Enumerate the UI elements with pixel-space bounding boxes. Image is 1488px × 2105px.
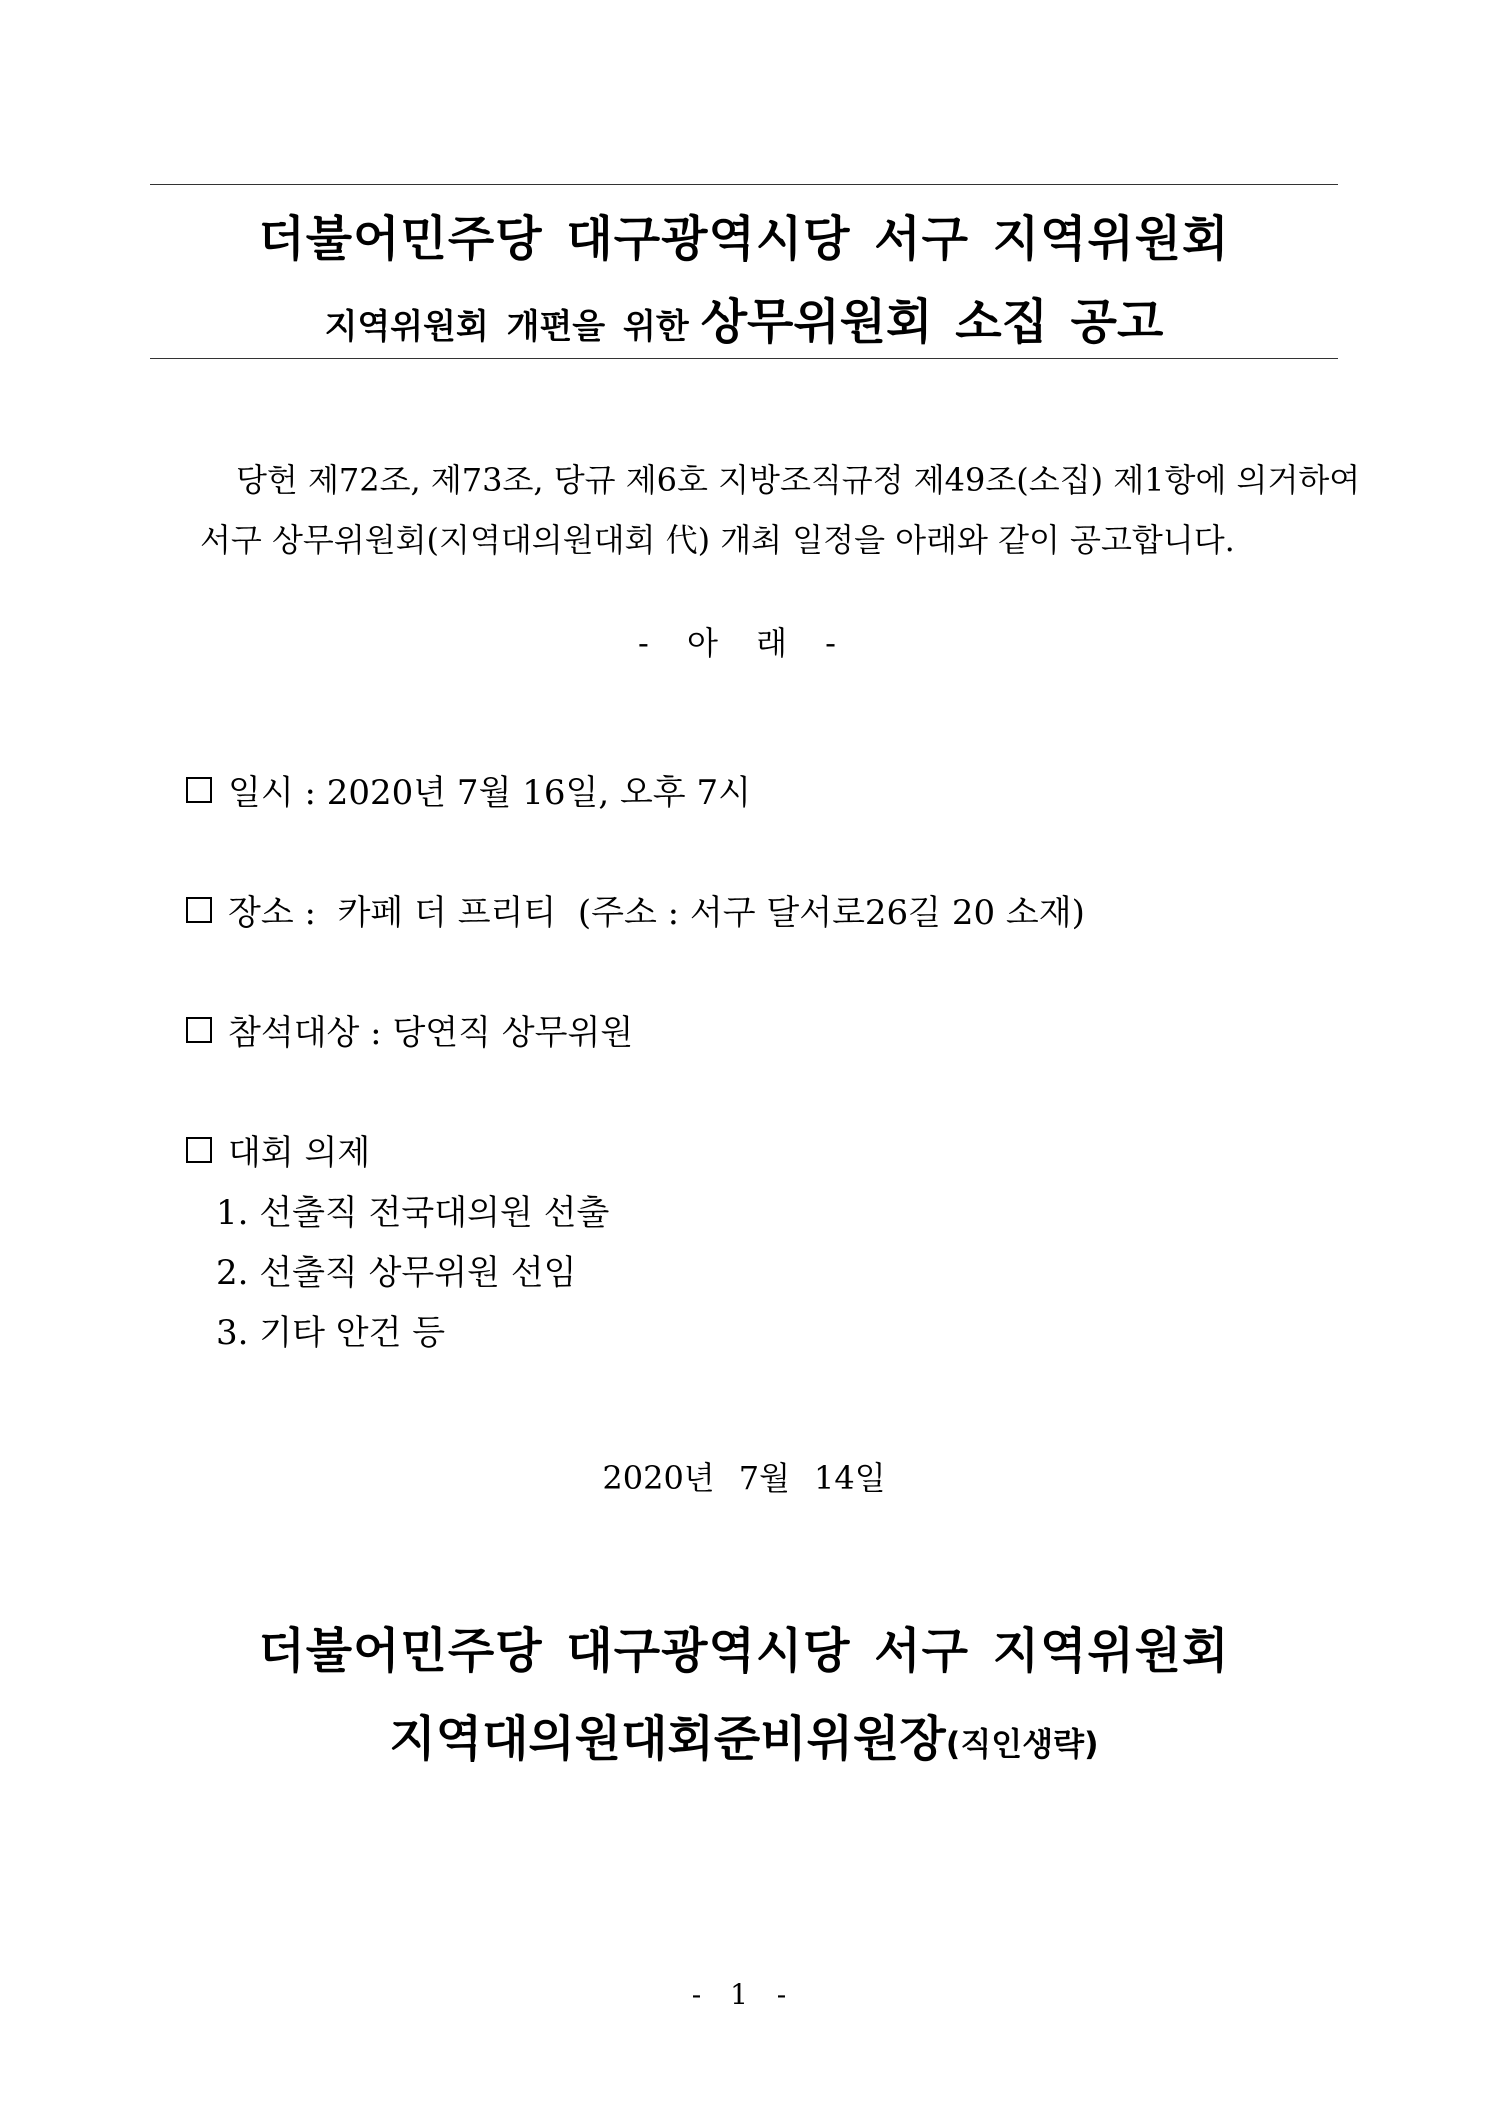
intro-paragraph: [200, 450, 1360, 570]
issue-date-year: 2020년: [602, 1459, 715, 1497]
signature-organization: 더불어민주당 대구광역시당 서구 지역위원회: [258, 1623, 1230, 1679]
issue-date-day: 14일: [814, 1459, 886, 1497]
subtitle-main: 상무위원회 소집 공고: [700, 294, 1164, 350]
subtitle-prefix: 지역위원회 개편을 위한: [324, 307, 689, 347]
item-attendees-text: 참석대상 : 당연직 상무위원: [228, 1013, 634, 1053]
below-heading: - 아 래 -: [638, 624, 850, 662]
header-bottom-rule: [150, 358, 1338, 359]
intro-line-1: 당헌 제72조, 제73조, 당규 제6호 지방조직규정 제49조(소집) 제1항에 의거하여: [236, 461, 1361, 499]
item-datetime: [186, 765, 751, 814]
item-agenda: [186, 1125, 370, 1174]
item-place-text: 장소 : 카페 더 프리티 (주소 : 서구 달서로26길 20 소재): [228, 893, 1085, 933]
issue-date: [0, 1453, 1488, 1499]
item-agenda-text: 대회 의제: [228, 1133, 371, 1173]
header-top-rule: [150, 184, 1338, 185]
checkbox-square-icon: [186, 897, 212, 923]
agenda-item-3: 3. 기타 안건 등: [216, 1313, 446, 1353]
item-place: [186, 885, 1085, 934]
checkbox-square-icon: [186, 1137, 212, 1163]
item-datetime-text: 일시 : 2020년 7월 16일, 오후 7시: [228, 773, 751, 813]
document-subtitle: [150, 283, 1338, 352]
item-attendees: [186, 1005, 633, 1054]
agenda-item-2: 2. 선출직 상무위원 선임: [216, 1253, 577, 1293]
signature-title: [150, 1700, 1338, 1769]
page-number: - 1 -: [691, 1978, 797, 2011]
document-title: 더불어민주당 대구광역시당 서구 지역위원회: [258, 211, 1230, 267]
checkbox-square-icon: [186, 1017, 212, 1043]
seal-omitted-note: (직인생략): [945, 1725, 1099, 1763]
checkbox-square-icon: [186, 777, 212, 803]
agenda-item-1: 1. 선출직 전국대의원 선출: [216, 1193, 610, 1233]
signature-role: 지역대의원대회준비위원장: [389, 1711, 946, 1767]
issue-date-month: 7월: [738, 1459, 790, 1497]
intro-line-2: 서구 상무위원회(지역대의원대회 代) 개최 일정을 아래와 같이 공고합니다.: [200, 521, 1235, 559]
